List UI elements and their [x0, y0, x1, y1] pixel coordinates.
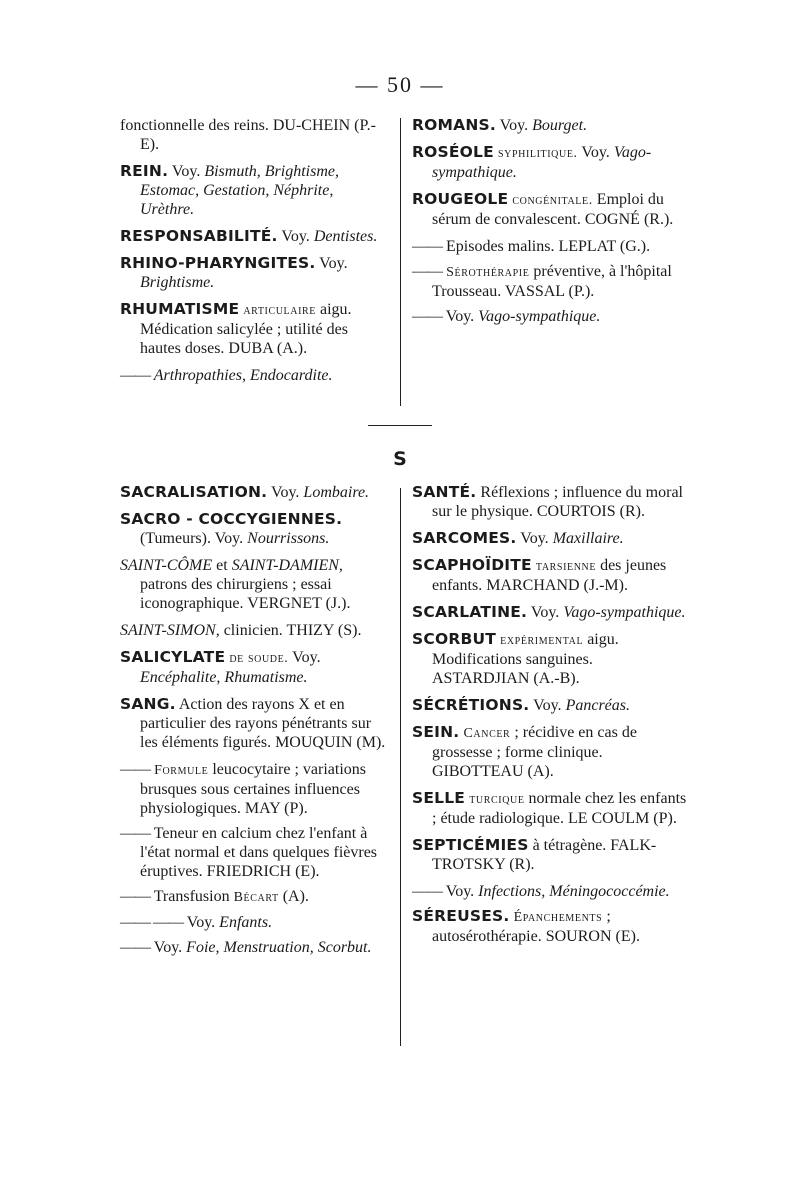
entry-italic-heading: SAINT-SIMON, — [120, 622, 220, 639]
entry-dash: —— —— — [120, 914, 183, 931]
entry-headword: RESPONSABILITÉ. — [120, 227, 278, 245]
entry-italic-reference: Enfants. — [219, 914, 273, 931]
index-entry-roseole — [412, 143, 690, 182]
entry-italic-reference: Dentistes. — [313, 228, 378, 245]
entry-dash: —— — [412, 238, 442, 255]
index-entry-romans — [412, 116, 690, 135]
index-entry-sang-enfants — [120, 913, 388, 932]
index-entry-rougeole-voy — [412, 307, 690, 326]
index-entry-rhino — [120, 254, 388, 292]
entry-smallcaps: Épanchements — [509, 910, 603, 925]
index-entry-sang-teneur — [120, 824, 388, 881]
entry-text: ; récidive en cas de grossesse ; forme clinique. GIBOTTEAU (A). — [432, 724, 637, 780]
left-column-top — [120, 116, 388, 391]
entry-headword: SELLE — [412, 789, 466, 807]
entry-headword: SANTÉ. — [412, 483, 477, 501]
entry-text: aigu. Modifications sanguines. ASTARDJIAN (A.-B). — [432, 631, 619, 687]
index-entry-saint-simon — [120, 621, 388, 640]
entry-smallcaps: congénitale. — [508, 193, 593, 208]
entry-headword: SACRO - COCCYGIENNES. — [120, 510, 343, 528]
entry-text: normale chez les enfants ; étude radiologique. LE COULM (P). — [432, 790, 687, 827]
entry-headword: RHINO-PHARYNGITES. — [120, 254, 316, 272]
entry-text: Voy. — [183, 914, 220, 931]
index-entry-septicemies-voy — [412, 882, 690, 901]
index-entry-scaphoidite — [412, 556, 690, 595]
entry-italic-reference: Bourget. — [532, 117, 588, 134]
entry-italic-reference: Maxillaire. — [552, 530, 624, 547]
entry-smallcaps: tarsienne — [531, 559, 597, 574]
index-entry-responsabilite — [120, 227, 388, 246]
entry-dash: —— — [412, 883, 442, 900]
column-divider-top — [400, 118, 401, 406]
entry-italic-reference: Vago-sympathique. — [563, 604, 686, 621]
entry-italic-reference: Pancréas. — [565, 697, 630, 714]
entry-smallcaps: expérimental — [496, 633, 584, 648]
entry-text: clinicien. THIZY (S). — [219, 622, 362, 639]
entry-text: Voy. — [442, 883, 479, 900]
entry-italic-reference: Bismuth, Brightisme, Estomac, Gestation, Néphrite, Urèthre. — [140, 163, 339, 218]
entry-italic-reference: Arthropathies, Endocardite. — [150, 367, 333, 384]
index-entry-sacro — [120, 510, 388, 548]
entry-dash: —— — [120, 825, 150, 842]
entry-text: Action des rayons X et en particulier des rayons pénétrants sur les éléments figurés. MOUQUIN (M). — [140, 696, 386, 751]
entry-dash: —— — [412, 263, 442, 280]
entry-italic-reference: Lombaire. — [303, 484, 370, 501]
entry-headword: SEPTICÉMIES — [412, 836, 529, 854]
entry-headword: SACRALISATION. — [120, 483, 268, 501]
entry-smallcaps: de soude. — [225, 651, 289, 666]
page-number: — 50 — — [355, 72, 445, 97]
entry-smallcaps: Bécart — [233, 890, 279, 905]
index-entry-saint-come — [120, 556, 388, 613]
entry-text: aigu. Médication salicylée ; utilité des hautes doses. DUBA (A.). — [140, 301, 352, 357]
index-entry-rougeole — [412, 190, 690, 229]
entry-italic-reference: Vago-sympathique. — [432, 144, 652, 181]
entry-text: à tétragène. FALK-TROTSKY (R). — [432, 837, 657, 873]
entry-text: des jeunes enfants. MARCHAND (J.-M). — [432, 557, 667, 594]
index-entry-fonctionnelle — [120, 116, 388, 154]
entry-headword: SCARLATINE. — [412, 603, 528, 621]
entry-smallcaps: Sérothérapie — [442, 265, 530, 280]
entry-headword: SALICYLATE — [120, 648, 226, 666]
entry-italic-reference: Infections, Méningococcémie. — [478, 883, 670, 900]
left-column-bottom — [120, 483, 388, 963]
entry-text: Voy. — [577, 144, 614, 161]
entry-headword: SÉREUSES. — [412, 907, 510, 925]
entry-text: Voy. — [527, 604, 564, 621]
entry-text: préventive, à l'hôpital Trousseau. VASSAL (P.). — [432, 263, 672, 300]
entry-dash: —— — [120, 888, 150, 905]
entry-text: Voy. — [267, 484, 304, 501]
entry-headword: RHUMATISME — [120, 300, 240, 318]
index-entry-rhumatisme — [120, 300, 388, 358]
entry-dash: —— — [120, 761, 150, 778]
section-rule — [368, 425, 432, 426]
index-entry-selle — [412, 789, 690, 828]
entry-headword: ROUGEOLE — [412, 190, 509, 208]
index-entry-sang-transfusion — [120, 887, 388, 907]
entry-text: (A). — [278, 888, 309, 905]
entry-headword: SCAPHOÏDITE — [412, 556, 532, 574]
entry-text: Episodes malins. LEPLAT (G.). — [442, 238, 651, 255]
entry-headword: SEIN. — [412, 723, 460, 741]
index-entry-scarlatine — [412, 603, 690, 622]
entry-headword: SANG. — [120, 695, 176, 713]
entry-italic-reference: Vago-sympathique. — [478, 308, 601, 325]
index-entry-sarcomes — [412, 529, 690, 548]
index-entry-sein — [412, 723, 690, 781]
entry-headword: SARCOMES. — [412, 529, 517, 547]
section-letter: S — [393, 448, 407, 470]
entry-smallcaps: articulaire — [239, 303, 316, 318]
index-entry-rougeole-sero — [412, 262, 690, 301]
index-entry-rein — [120, 162, 388, 219]
entry-italic-reference: Encéphalite, Rhumatisme. — [140, 669, 308, 686]
index-entry-sacralisation — [120, 483, 388, 502]
index-entry-sang — [120, 695, 388, 752]
entry-italic-heading: SAINT-DAMIEN, — [231, 557, 343, 574]
entry-italic-heading: SAINT-CÔME — [120, 557, 213, 574]
entry-text: Voy. — [288, 649, 321, 666]
entry-text: Emploi du sérum de convalescent. COGNÉ (R.). — [432, 191, 674, 228]
index-entry-sang-voy — [120, 938, 388, 957]
entry-smallcaps: syphilitique. — [493, 146, 578, 161]
index-entry-secretions — [412, 696, 690, 715]
entry-italic-reference: Nourrissons. — [247, 530, 330, 547]
entry-text: et — [212, 557, 232, 574]
entry-text: Voy. — [168, 163, 205, 180]
entry-headword: ROMANS. — [412, 116, 496, 134]
entry-dash: —— — [120, 367, 150, 384]
index-entry-rougeole-episodes — [412, 237, 690, 256]
index-entry-sante — [412, 483, 690, 521]
entry-text: patrons des chirurgiens ; essai iconographique. VERGNET (J.). — [140, 576, 351, 612]
entry-text: Voy. — [150, 939, 187, 956]
column-divider-bottom — [400, 488, 401, 1046]
entry-text: (Tumeurs). Voy. — [140, 530, 248, 547]
entry-text: Voy. — [495, 117, 533, 134]
index-entry-sang-formule — [120, 760, 388, 818]
entry-text: Transfusion — [150, 888, 234, 905]
right-column-top — [412, 116, 690, 332]
index-entry-rhumatisme-voy — [120, 366, 388, 385]
entry-headword: SÉCRÉTIONS. — [412, 696, 530, 714]
entry-headword: SCORBUT — [412, 630, 497, 648]
entry-smallcaps: Cancer — [459, 726, 511, 741]
entry-text: Voy. — [516, 530, 553, 547]
entry-smallcaps: turcique — [465, 792, 525, 807]
entry-dash: —— — [120, 939, 150, 956]
index-entry-salicylate — [120, 648, 388, 687]
entry-text: Voy. — [529, 697, 566, 714]
entry-headword: REIN. — [120, 162, 169, 180]
entry-headword: ROSÉOLE — [412, 143, 494, 161]
entry-italic-reference: Brightisme. — [140, 274, 215, 291]
entry-text: ; autosérothérapie. SOURON (E). — [432, 908, 640, 945]
entry-text: fonctionnelle des reins. DU-CHEIN (P.-E). — [120, 117, 376, 153]
entry-text: Réflexions ; influence du moral sur le physique. COURTOIS (R). — [432, 484, 683, 520]
right-column-bottom — [412, 483, 690, 954]
index-entry-scorbut — [412, 630, 690, 688]
entry-text: Voy. — [277, 228, 314, 245]
index-entry-sereuses — [412, 907, 690, 946]
entry-smallcaps: Formule — [150, 763, 209, 778]
entry-text: Voy. — [442, 308, 479, 325]
entry-dash: —— — [412, 308, 442, 325]
entry-text: leucocytaire ; variations brusques sous certaines influences physiologiques. MAY (P). — [140, 761, 367, 817]
entry-text: Voy. — [315, 255, 348, 272]
entry-text: Teneur en calcium chez l'enfant à l'état normal et dans quelques fièvres éruptives. FRIEDRICH (E). — [140, 825, 378, 880]
entry-italic-reference: Foie, Menstruation, Scorbut. — [186, 939, 372, 956]
index-entry-septicemies — [412, 836, 690, 874]
